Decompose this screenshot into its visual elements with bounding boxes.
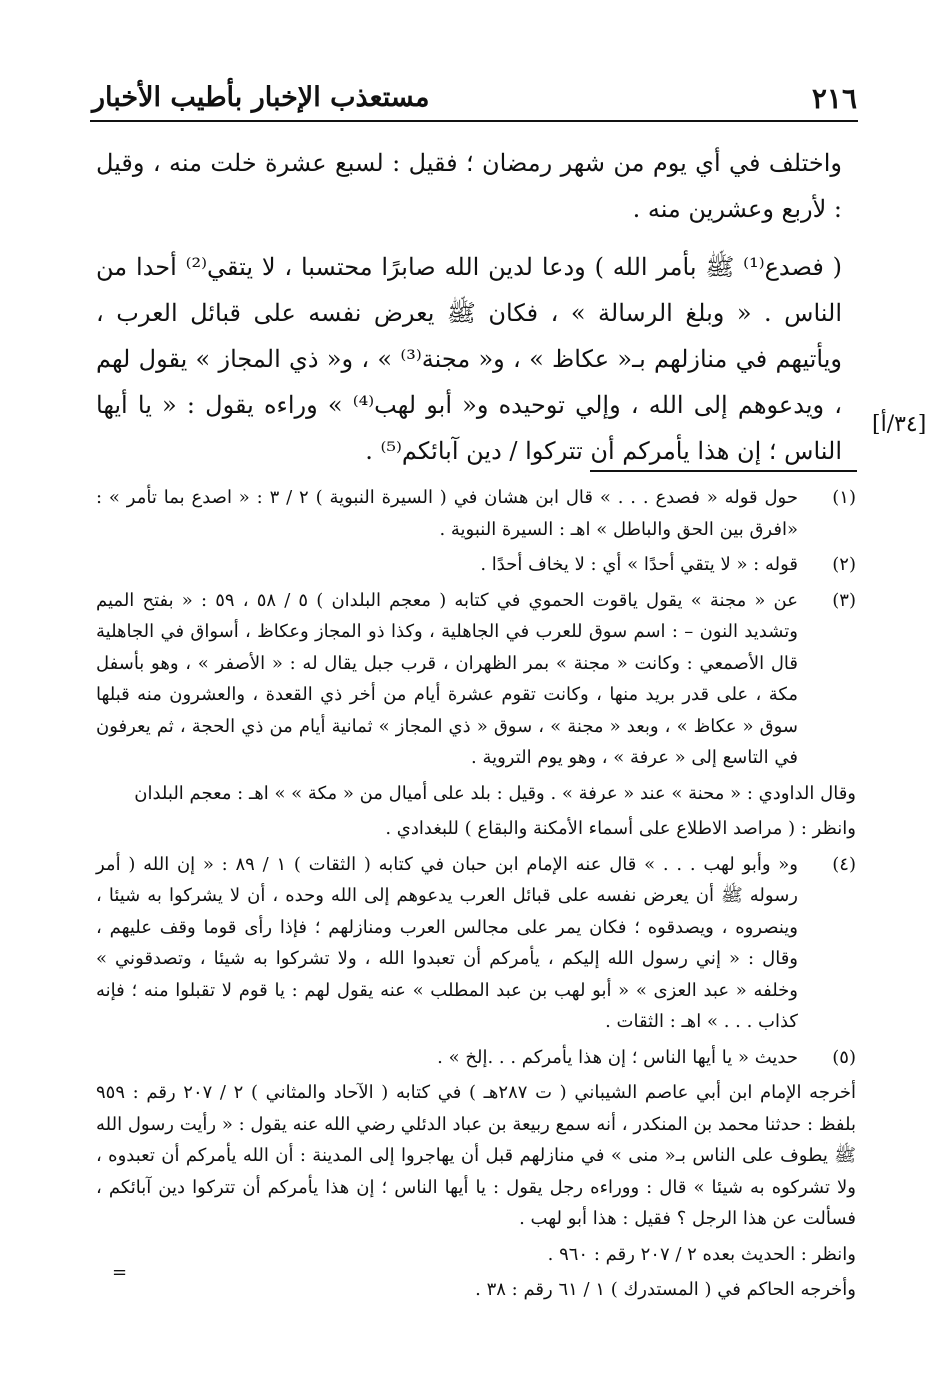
paragraph-2: ( فصدع⁽¹⁾ ﷺ بأمر الله ) ودعا لدين الله صابرًا محتسبا ، لا يتقي⁽²⁾ أحدا من الناس . « وبلغ الرسالة » ، فكان ﷺ يعرض نفسه على قبائل العرب ، ويأتيهم في منازلهم بـ« عكاظ » ، و« مجنة⁽³⁾ » ، و« ذي المجاز » يقول لهم ، ويدعوهم إلى الله ، وإلي توحيده و« أبو لهب⁽⁴⁾ » وراءه يقول : « يا أيها الناس ؛ إن هذا يأمركم أن تتركوا / دين آبائكم⁽⁵⁾ .: [96, 253, 843, 465]
footnote-number: (١): [832, 487, 856, 508]
footnote-1: [96, 482, 856, 545]
footnote-2: [96, 549, 856, 581]
footnote-number: (٣): [832, 589, 856, 611]
footnote-text: حول قوله « فصدع . . . » قال ابن هشان في ( السيرة النبوية ) ٢ / ٣ : « اصدع بما تأمر » : «افرق بين الحق والباطل » اهـ : السيرة النبوية .: [96, 487, 798, 540]
header-rule: [90, 120, 858, 122]
footnote-3-see-also: وانظر : ( مراصد الاطلاع على أسماء الأمكنة والبقاع ) للبغدادي .: [385, 818, 856, 839]
footnote-text: قوله : « لا يتقي أحدًا » أي : لا يخاف أحدًا .: [480, 554, 798, 575]
continuation-mark: =: [112, 1262, 128, 1283]
manuscript-folio-ref: [٣٤/أ]: [872, 412, 927, 437]
footnote-5: [96, 1042, 856, 1074]
footnote-5-mustadrak: وأخرجه الحاكم في ( المستدرك ) ١ / ٦١ رقم : ٣٨ .: [475, 1279, 856, 1300]
footnote-3-continued: وقال الداودي : « محنة » عند « عرفة » . وقيل : بلد على أميال من « مكة » » اهـ : معجم البلدان: [134, 782, 856, 804]
page-header: [92, 78, 857, 118]
footnote-5-see-also: وانظر : الحديث بعده ٢ / ٢٠٧ رقم : ٩٦٠ .: [547, 1243, 856, 1265]
footnote-4: [96, 849, 856, 1038]
running-title: مستعذب الإخبار بأطيب الأخبار: [92, 82, 430, 113]
paragraph-1: واختلف في أي يوم من شهر رمضان ؛ فقيل : لسبع عشرة خلت منه ، وقيل : لأربع وعشرين منه .: [96, 149, 842, 223]
footnote-number: (٢): [832, 554, 856, 575]
footnotes: [96, 482, 856, 1310]
main-text: [96, 140, 842, 486]
footnote-number: (٥): [832, 1046, 856, 1068]
footnote-rule: [590, 470, 857, 472]
footnote-5-source: أخرجه الإمام ابن أبي عاصم الشيباني ( ت ٢٨٧هـ ) في كتابه ( الآحاد والمثاني ) ٢ / ٢٠٧ رقم : ٩٥٩ بلفظ : حدثنا محمد بن المنكدر ، أنه سمع ربيعة بن عباد الدئلي رضي الله عنه يقول : « رأيت رسول الله ﷺ يطوف على الناس بـ« منى » في منازلهم قبل أن يهاجروا إلى المدينة : أن الله يأمركم أن تعبدوه ، ولا تشركوه به شيئا » قال : ووراءه رجل يقول : يا أيها الناس ؛ إن هذا يأمركم أن تتركوا دين آبائكم ، فسألت عن هذا الرجل ؟ فقيل : هذا أبو لهب .: [96, 1082, 857, 1229]
footnote-number: (٤): [832, 853, 856, 875]
footnote-text: و« وأبو لهب . . . » قال عنه الإمام ابن حبان في كتابه ( الثقات ) ١ / ٨٩ : « إن الله ( أمر رسوله ﷺ أن يعرض نفسه على قبائل العرب يدعوهم إلى الله وحده ، أن لا يشركوا به شيئا ، وينصروه ، ويصدقوه ؛ فكان يمر على مجالس العرب ومنازلهم ؛ فإذا رأى قوما وقف عليهم ، وقال : « إني رسول الله إليكم ، يأمركم أن تعبدوا الله ، ولا تشركوا به شيئا ، وتصدقوني » وخلفه « عبد العزى » « أبو لهب بن عبد المطلب » عنه يقول لهم : يا قوم لا تقبلوا منه ؛ فإنه كذاب . . . » اهـ : الثقات .: [96, 853, 798, 1032]
footnote-text: حديث « يا أيها الناس ؛ إن هذا يأمركم . . .إلخ » .: [437, 1046, 798, 1068]
page-number: ٢١٦: [811, 82, 857, 115]
footnote-text: عن « مجنة » يقول ياقوت الحموي في كتابه ( معجم البلدان ) ٥ / ٥٨ ، ٥٩ : « بفتح الميم وتشديد النون – : اسم سوق للعرب في الجاهلية ، وكذا ذو المجاز وعكاظ ، أسواق في الجاهلية قال الأصمعي : وكانت « مجنة » بمر الظهران ، قرب جبل يقال له : « الأصفر » ، وهو بأسفل مكة ، على قدر بريد منها ، وكانت تقوم عشرة أيام من أخر ذي القعدة ، والعشرون منه قبلها سوق « عكاظ » ، وبعد « مجنة » ، سوق « ذي المجاز » ثمانية أيام من ذي الحجة ، ثم يعرفون في التاسع إلى « عرفة » ، وهو يوم التروية .: [96, 589, 798, 768]
footnote-3: [96, 585, 856, 774]
